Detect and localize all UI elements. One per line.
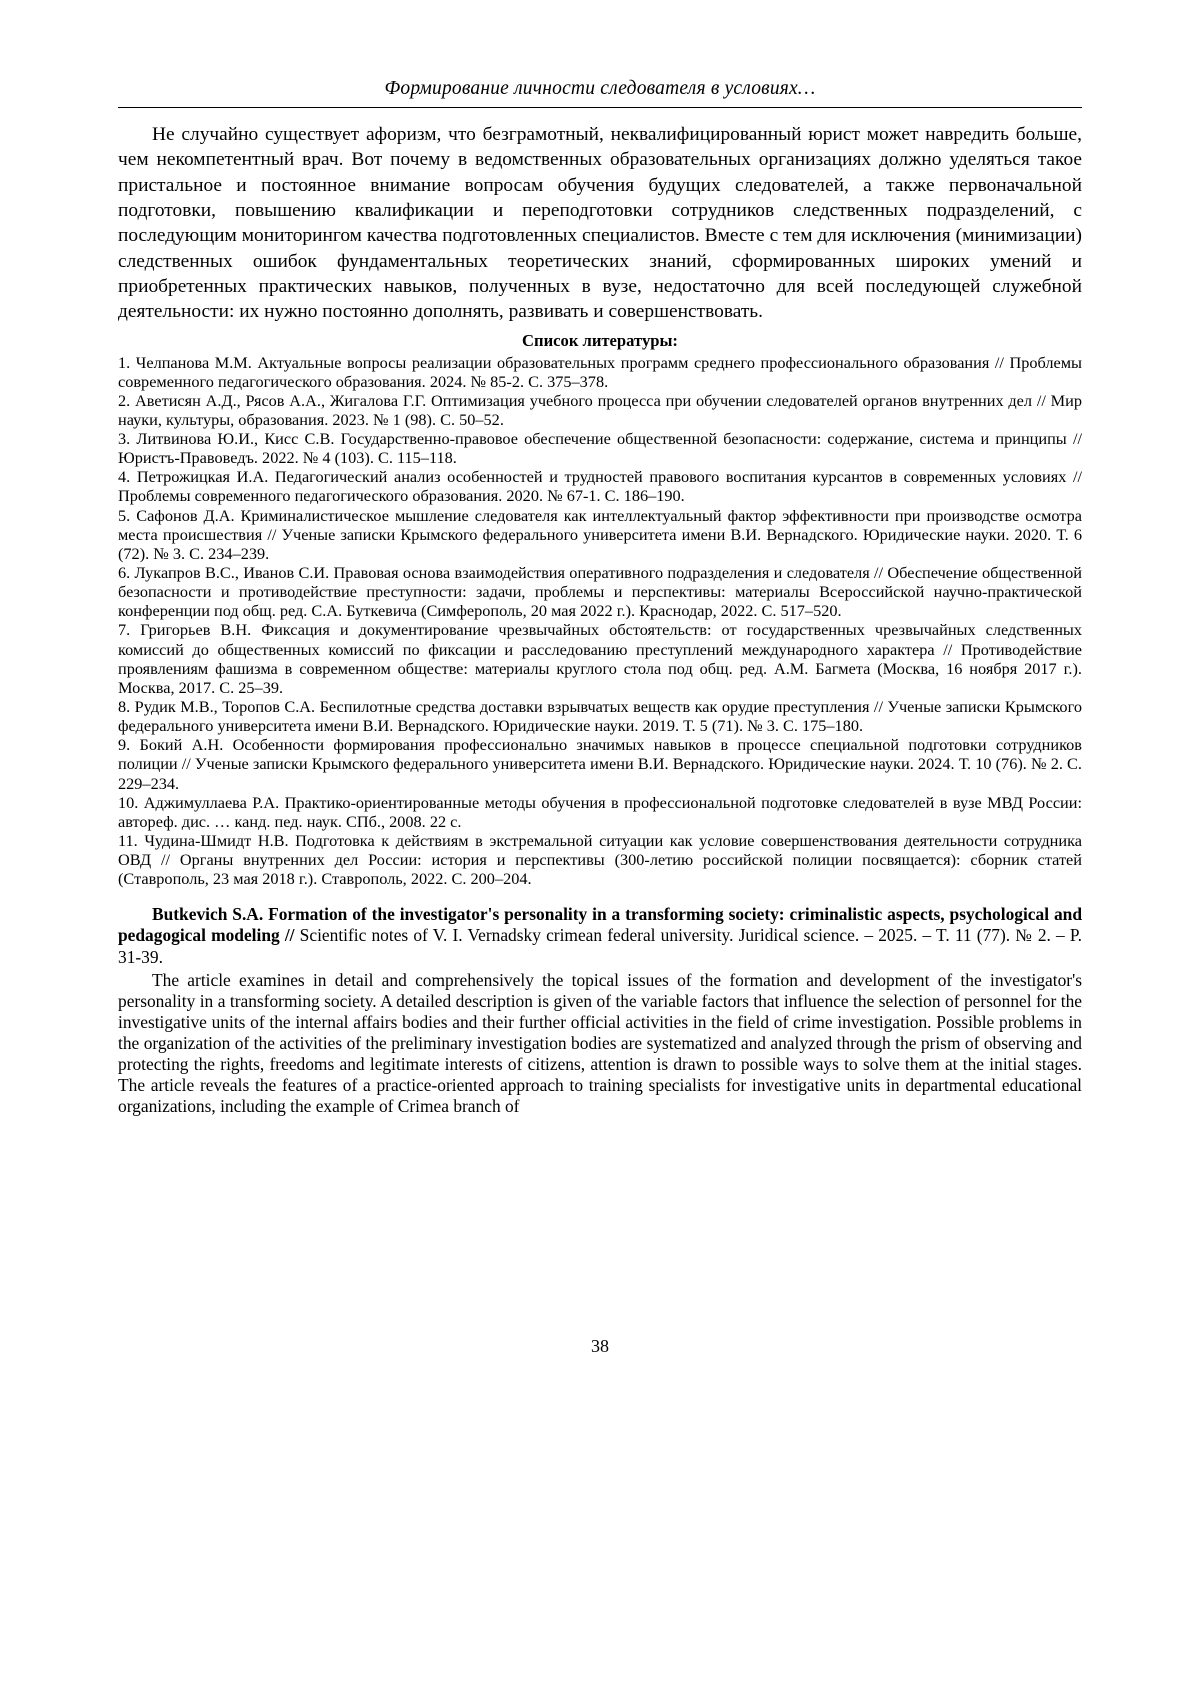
- reference-item: 9. Бокий А.Н. Особенности формирования профессионально значимых навыков в процессе специальной подготовки сотрудников полиции // Ученые записки Крымского федерального университета имени В.И. Вернадского. Юридические науки. 2024. Т. 10 (76). № 2. С. 229–234.: [118, 735, 1082, 793]
- english-citation-source: Scientific notes of V. I. Vernadsky crimean federal university. Juridical science. – 2025. – T. 11 (77). № 2. – P. 31-39.: [118, 925, 1082, 967]
- english-citation: [118, 904, 1082, 967]
- reference-item: 4. Петрожицкая И.А. Педагогический анализ особенностей и трудностей правового воспитания курсантов в современных условиях // Проблемы современного педагогического образования. 2020. № 67-1. С. 186–190.: [118, 467, 1082, 506]
- english-summary-block: [118, 904, 1082, 1117]
- reference-item: 7. Григорьев В.Н. Фиксация и документирование чрезвычайных обстоятельств: от государственных чрезвычайных следственных комиссий до общественных комиссий по фиксации и расследованию преступлений международного характера // Противодействие проявлениям фашизма в современном обществе: материалы круглого стола под общ. ред. А.М. Багмета (Москва, 16 ноября 2017 г.). Москва, 2017. С. 25–39.: [118, 620, 1082, 697]
- reference-item: 6. Лукапров В.С., Иванов С.И. Правовая основа взаимодействия оперативного подразделения и следователя // Обеспечение общественной безопасности и противодействие преступности: задачи, проблемы и перспективы: материалы Всероссийской научно-практической конференции под общ. ред. С.А. Буткевича (Симферополь, 20 мая 2022 г.). Краснодар, 2022. С. 517–520.: [118, 563, 1082, 621]
- page-number: 38: [591, 1336, 609, 1356]
- reference-item: 2. Аветисян А.Д., Рясов А.А., Жигалова Г.Г. Оптимизация учебного процесса при обучении следователей органов внутренних дел // Мир науки, культуры, образования. 2023. № 1 (98). С. 50–52.: [118, 390, 1082, 429]
- header-divider: [118, 107, 1082, 108]
- reference-item: 10. Аджимуллаева Р.А. Практико-ориентированные методы обучения в профессиональной подготовке следователей в вузе МВД России: автореф. дис. … канд. пед. наук. СПб., 2008. 22 с.: [118, 792, 1082, 831]
- english-citation-title: Butkevich S.A. Formation of the investigator's personality in a transforming society: criminalistic aspects, psychological and pedagogical modeling //: [118, 904, 1082, 946]
- english-abstract: The article examines in detail and comprehensively the topical issues of the formation and development of the investigator's personality in a transforming society. A detailed description is given of the variable factors that influence the selection of personnel for the investigative units of the internal affairs bodies and their further official activities in the field of crime investigation. Possible problems in the organization of the activities of the preliminary investigation bodies are systematized and analyzed through the prism of observing and protecting the rights, freedoms and legitimate interests of citizens, attention is drawn to possible ways to solve them at the initial stages. The article reveals the features of a practice-oriented approach to training specialists for investigative units in departmental educational organizations, including the example of Crimea branch of: [118, 969, 1082, 1117]
- reference-item: 3. Литвинова Ю.И., Кисс С.В. Государственно-правовое обеспечение общественной безопасности: содержание, система и принципы // Юристъ-Правоведъ. 2022. № 4 (103). С. 115–118.: [118, 429, 1082, 468]
- reference-item: 5. Сафонов Д.А. Криминалистическое мышление следователя как интеллектуальный фактор эффективности при производстве осмотра места происшествия // Ученые записки Крымского федерального университета имени В.И. Вернадского. Юридические науки. 2020. Т. 6 (72). № 3. С. 234–239.: [118, 505, 1082, 563]
- reference-item: 1. Челпанова М.М. Актуальные вопросы реализации образовательных программ среднего профессионального образования // Проблемы современного педагогического образования. 2024. № 85-2. С. 375–378.: [118, 352, 1082, 391]
- reference-item: 11. Чудина-Шмидт Н.В. Подготовка к действиям в экстремальной ситуации как условие совершенствования деятельности сотрудника ОВД // Органы внутренних дел России: история и перспективы (300-летию российской полиции посвящается): сборник статей (Ставрополь, 23 мая 2018 г.). Ставрополь, 2022. С. 200–204.: [118, 831, 1082, 889]
- running-head: Формирование личности следователя в условиях…: [384, 78, 816, 99]
- body-paragraph: Не случайно существует афоризм, что безграмотный, неквалифицированный юрист может навредить больше, чем некомпетентный врач. Вот почему в ведомственных образовательных организациях должно уделяться такое пристальное и постоянное внимание вопросам обучения будущих следователей, а также первоначальной подготовки, повышению квалификации и переподготовки сотрудников следственных подразделений, с последующим мониторингом качества подготовленных специалистов. Вместе с тем для исключения (минимизации) следственных ошибок фундаментальных теоретических знаний, сформированных широких умений и приобретенных практических навыков, полученных в вузе, недостаточно для всей последующей служебной деятельности: их нужно постоянно дополнять, развивать и совершенствовать.: [118, 124, 1082, 323]
- reference-item: 8. Рудик М.В., Торопов С.А. Беспилотные средства доставки взрывчатых веществ как орудие преступления // Ученые записки Крымского федерального университета имени В.И. Вернадского. Юридические науки. 2019. Т. 5 (71). № 3. С. 175–180.: [118, 697, 1082, 736]
- references-heading: Список литературы:: [522, 330, 678, 350]
